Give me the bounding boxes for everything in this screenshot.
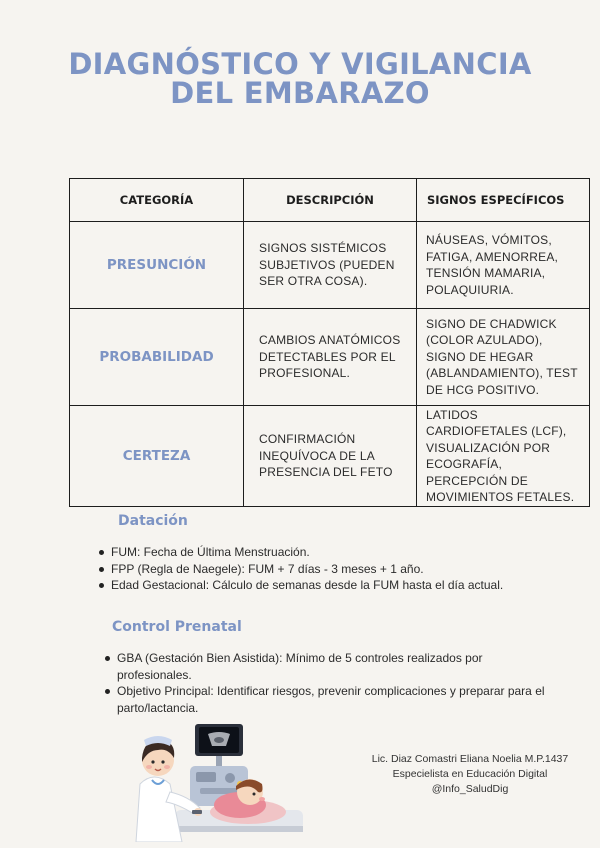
table-row [70, 222, 590, 309]
table-row [70, 406, 590, 507]
diagnosis-table [69, 178, 590, 507]
list-item: Objetivo Principal: Identificar riesgos, prevenir complicaciones y preparar para el parto/lactancia. [103, 683, 558, 716]
datacion-list [97, 544, 577, 594]
category-cell: PROBABILIDAD [70, 309, 244, 406]
control-prenatal-heading: Control Prenatal [112, 619, 242, 635]
description-cell: CAMBIOS ANATÓMICOS DETECTABLES POR EL PROFESIONAL. [244, 309, 417, 406]
control-prenatal-list [103, 650, 558, 716]
author-credits [350, 752, 590, 797]
ultrasound-scene-icon [130, 722, 305, 842]
signs-cell: NÁUSEAS, VÓMITOS, FATIGA, AMENORREA, TENSIÓN MAMARIA, POLAQUIURIA. [417, 222, 590, 309]
category-cell: CERTEZA [70, 406, 244, 507]
table-header-row [70, 179, 590, 222]
page-title-line-2: DEL EMBARAZO [170, 76, 430, 110]
header-descripcion: DESCRIPCIÓN [244, 179, 417, 222]
list-item: GBA (Gestación Bien Asistida): Mínimo de 5 controles realizados por profesionales. [103, 650, 558, 683]
signs-cell: SIGNO DE CHADWICK (COLOR AZULADO), SIGNO DE HEGAR (ABLANDAMIENTO), TEST DE HCG POSITIVO. [417, 309, 590, 406]
description-cell: CONFIRMACIÓN INEQUÍVOCA DE LA PRESENCIA DEL FETO [244, 406, 417, 507]
list-item: Edad Gestacional: Cálculo de semanas desde la FUM hasta el día actual. [97, 577, 577, 594]
page-title-line-1: DIAGNÓSTICO Y VIGILANCIA [68, 47, 532, 81]
header-signos: SIGNOS ESPECÍFICOS [417, 179, 590, 222]
credits-role: Especielista en Educación Digital [392, 768, 548, 780]
category-cell: PRESUNCIÓN [70, 222, 244, 309]
datacion-heading: Datación [118, 513, 188, 529]
ultrasound-doctor-patient-illustration [130, 722, 305, 847]
table-row [70, 309, 590, 406]
page-title [0, 47, 600, 110]
credits-handle: @Info_SaludDig [431, 783, 509, 795]
signs-cell: LATIDOS CARDIOFETALES (LCF), VISUALIZACIÓN POR ECOGRAFÍA, PERCEPCIÓN DE MOVIMIENTOS FETALES. [417, 406, 590, 507]
header-categoria: CATEGORÍA [70, 179, 244, 222]
list-item: FUM: Fecha de Última Menstruación. [97, 544, 577, 561]
list-item: FPP (Regla de Naegele): FUM + 7 días - 3 meses + 1 año. [97, 561, 577, 578]
credits-name: Lic. Diaz Comastri Eliana Noelia M.P.1437 [371, 753, 569, 765]
description-cell: SIGNOS SISTÉMICOS SUBJETIVOS (PUEDEN SER OTRA COSA). [244, 222, 417, 309]
